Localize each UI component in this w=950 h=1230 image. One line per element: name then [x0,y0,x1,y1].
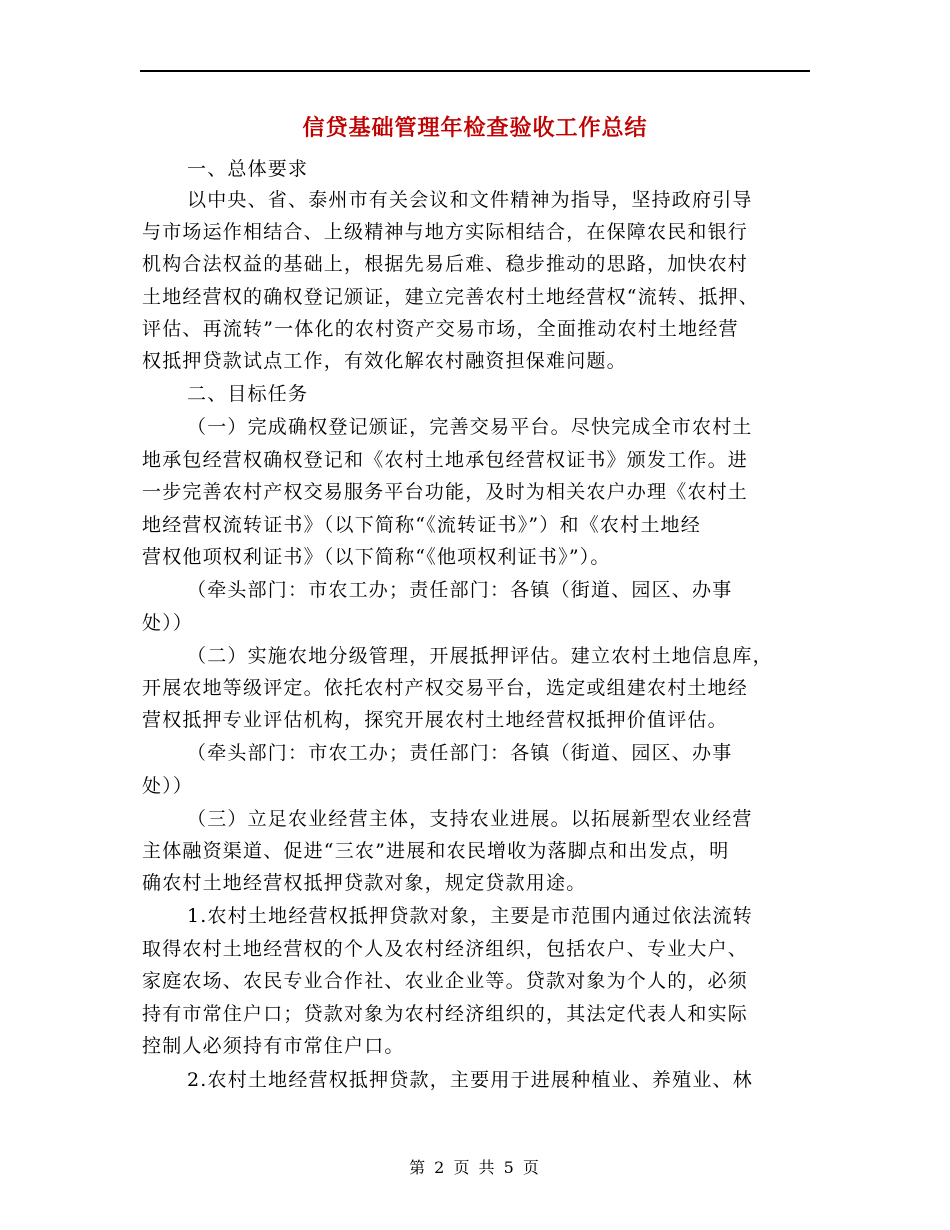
text-line: 土地经营权的确权登记颁证，建立完善农村土地经营权“流转、抵押、 [142,286,759,308]
text-line: 与市场运作相结合、上级精神与地方实际相结合，在保障农民和银行 [142,221,749,243]
text-line: （牵头部门：市农工办；责任部门：各镇（街道、园区、办事 [187,579,733,601]
text-line: 机构合法权益的基础上，根据先易后难、稳步推动的思路，加快农村 [142,253,749,275]
text-line: 确农村土地经营权抵押贷款对象，规定贷款用途。 [142,872,587,894]
text-line: 营权他项权利证书》（以下简称“《他项权利证书》”）。 [142,546,611,568]
text-line: 家庭农场、农民专业合作社、农业企业等。贷款对象为个人的，必须 [142,970,749,992]
text-line: 二、目标任务 [187,383,309,405]
text-line: 处）） [142,775,194,797]
text-line: （三）立足农业经营主体，支持农业进展。以拓展新型农业经营 [187,808,753,830]
header-rule [140,70,810,72]
text-line: 一、总体要求 [187,158,309,180]
text-line: （二）实施农地分级管理，开展抵押评估。建立农村土地信息库， [187,645,773,667]
text-line: 持有市常住户口；贷款对象为农村经济组织的，其法定代表人和实际 [142,1003,749,1025]
text-line: 控制人必须持有市常住户口。 [142,1035,405,1057]
text-line: 处）） [142,612,194,634]
text-line: 取得农村土地经营权的个人及农村经济组织，包括农户、专业大户、 [142,938,749,960]
text-line: 1.农村土地经营权抵押贷款对象，主要是市范围内通过依法流转 [187,905,753,927]
page-footer: 第 2 页 共 5 页 [409,1158,541,1177]
document-title: 信贷基础管理年检查验收工作总结 [302,115,648,141]
text-line: 以中央、省、泰州市有关会议和文件精神为指导，坚持政府引导 [187,189,753,211]
text-line: 权抵押贷款试点工作，有效化解农村融资担保难问题。 [142,350,627,372]
text-line: 评估、再流转”一体化的农村资产交易市场，全面推动农村土地经营 [142,318,739,340]
text-line: 主体融资渠道、促进“三农”进展和农民增收为落脚点和出发点，明 [142,840,730,862]
text-line: 地承包经营权确权登记和《农村土地承包经营权证书》颁发工作。进 [142,449,749,471]
text-line: （牵头部门：市农工办；责任部门：各镇（街道、园区、办事 [187,742,733,764]
text-line: 一步完善农村产权交易服务平台功能，及时为相关农户办理《农村土 [142,481,749,503]
text-line: （一）完成确权登记颁证，完善交易平台。尽快完成全市农村土 [187,416,753,438]
text-line: 地经营权流转证书》（以下简称“《流转证书》”）和《农村土地经 [142,514,701,536]
text-line: 2.农村土地经营权抵押贷款，主要用于进展种植业、养殖业、林 [187,1069,753,1091]
text-line: 营权抵押专业评估机构，探究开展农村土地经营权抵押价值评估。 [142,709,728,731]
text-line: 开展农地等级评定。依托农村产权交易平台，选定或组建农村土地经 [142,677,749,699]
